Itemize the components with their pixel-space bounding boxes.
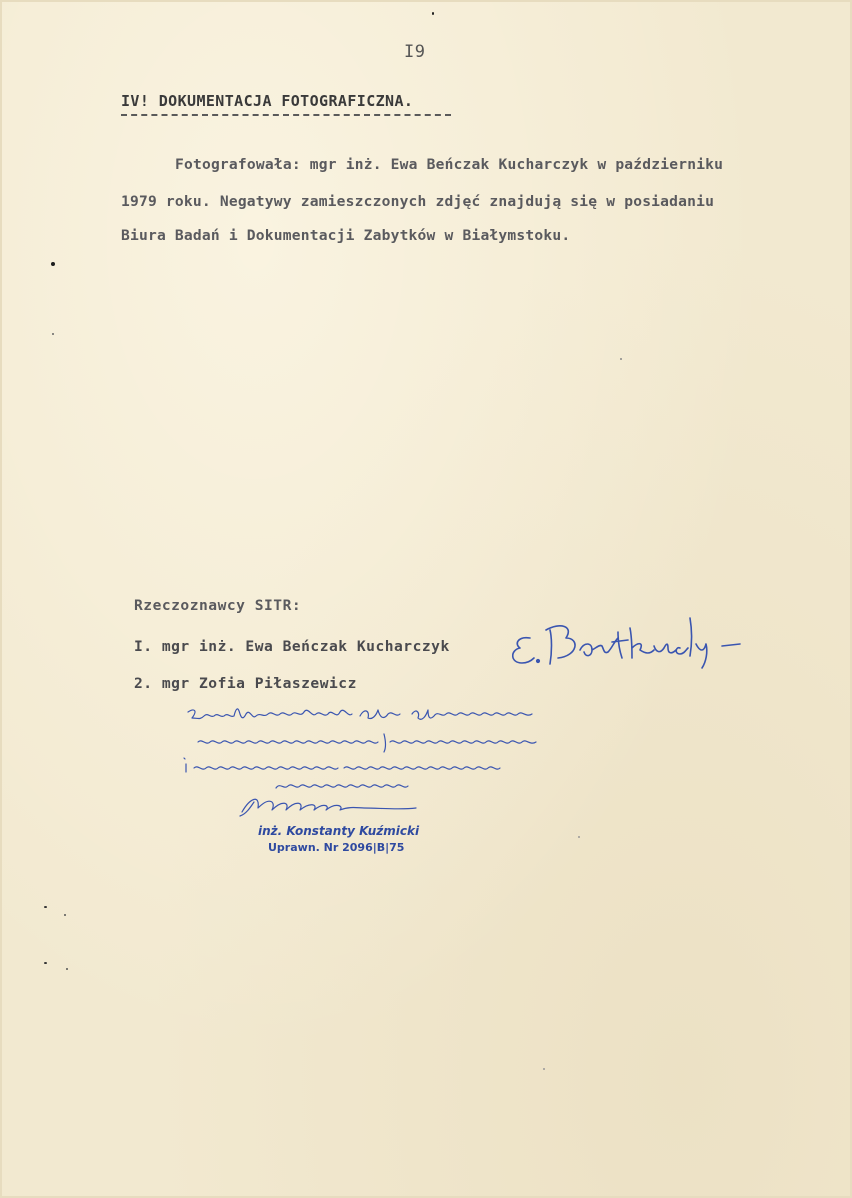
paper-speck [578, 836, 580, 838]
stamp-license: Uprawn. Nr 2096|B|75 [268, 841, 405, 854]
paper-speck [66, 968, 68, 970]
section-heading: IV! DOKUMENTACJA FOTOGRAFICZNA. [121, 92, 414, 110]
paper-speck [620, 358, 622, 360]
paper-speck [52, 333, 54, 335]
handwritten-verification-note [180, 698, 550, 822]
paper-speck [44, 906, 47, 908]
paper-speck [64, 914, 66, 916]
page-number: I9 [404, 42, 426, 62]
stamp-name: inż. Konstanty Kuźmicki [258, 824, 420, 838]
expert-1: I. mgr inż. Ewa Beńczak Kucharczyk [134, 638, 450, 655]
paragraph-line-3: Biura Badań i Dokumentacji Zabytków w Białymstoku. [121, 227, 571, 244]
experts-label: Rzeczoznawcy SITR: [134, 597, 302, 614]
expert-2: 2. mgr Zofia Piłaszewicz [134, 675, 357, 692]
handwritten-signature [500, 608, 760, 670]
paragraph-line-1: Fotografowała: mgr inż. Ewa Beńczak Kucharczyk w październiku [175, 156, 724, 173]
heading-underline [121, 114, 451, 116]
paper-speck [51, 262, 55, 266]
paper-speck [432, 12, 434, 15]
paper-speck [543, 1068, 545, 1070]
paper-speck [44, 962, 47, 964]
paragraph-line-2: 1979 roku. Negatywy zamieszczonych zdjęć znajdują się w posiadaniu [121, 193, 715, 210]
